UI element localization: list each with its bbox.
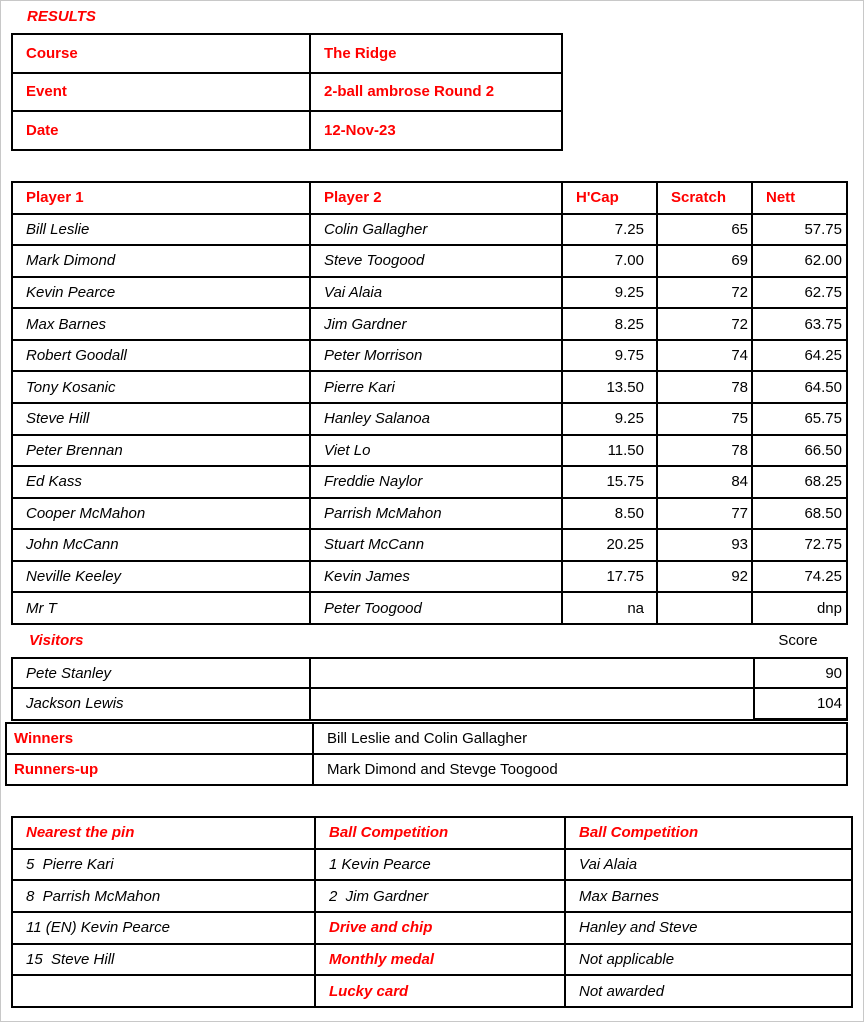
info-label: Course: [12, 34, 310, 73]
table-row: [12, 561, 847, 593]
info-row: [12, 111, 562, 150]
table-row: [12, 340, 847, 372]
visitor-row: [12, 658, 847, 688]
column-header-scratch: Scratch: [657, 182, 752, 214]
table-row: [12, 403, 847, 435]
nett-cell: 64.50: [752, 371, 847, 403]
scratch-cell: 77: [657, 498, 752, 530]
ball-winner-cell: Hanley and Steve: [565, 912, 852, 944]
scratch-cell: 65: [657, 214, 752, 246]
scratch-cell: 78: [657, 371, 752, 403]
player2-cell: Kevin James: [310, 561, 562, 593]
prize-row: [12, 975, 852, 1007]
scratch-cell: 69: [657, 245, 752, 277]
page-title: RESULTS: [27, 8, 96, 25]
results-header-row: [12, 182, 847, 214]
nett-cell: 72.75: [752, 529, 847, 561]
score-column-label: Score: [778, 632, 818, 649]
scratch-cell: 75: [657, 403, 752, 435]
player1-cell: Bill Leslie: [12, 214, 310, 246]
player1-cell: Kevin Pearce: [12, 277, 310, 309]
scratch-cell: 72: [657, 277, 752, 309]
award-value-cell: Mark Dimond and Stevge Toogood: [313, 754, 847, 785]
lucky-card-label: Lucky card: [315, 975, 565, 1007]
hcap-cell: 8.25: [562, 308, 657, 340]
column-header-player1: Player 1: [12, 182, 310, 214]
award-row: [6, 754, 847, 785]
table-row: [12, 245, 847, 277]
prize-row: [12, 880, 852, 912]
nett-cell: 66.50: [752, 435, 847, 467]
player1-cell: Ed Kass: [12, 466, 310, 498]
scratch-cell: 84: [657, 466, 752, 498]
prize-header-row: [12, 817, 852, 849]
awards-table: [5, 722, 848, 786]
nett-cell: 65.75: [752, 403, 847, 435]
player1-cell: Peter Brennan: [12, 435, 310, 467]
nearest-pin-cell: 8 Parrish McMahon: [12, 880, 315, 912]
player1-cell: Tony Kosanic: [12, 371, 310, 403]
player2-cell: Hanley Salanoa: [310, 403, 562, 435]
hcap-cell: 9.75: [562, 340, 657, 372]
info-label: Date: [12, 111, 310, 150]
player2-cell: Parrish McMahon: [310, 498, 562, 530]
hcap-cell: 17.75: [562, 561, 657, 593]
award-value-cell: Bill Leslie and Colin Gallagher: [313, 723, 847, 754]
nett-cell: 68.50: [752, 498, 847, 530]
nett-cell: 62.75: [752, 277, 847, 309]
award-row: [6, 723, 847, 754]
results-table: [11, 181, 848, 625]
hcap-cell: 13.50: [562, 371, 657, 403]
ball-winner-cell: Max Barnes: [565, 880, 852, 912]
visitor-name-cell: Jackson Lewis: [12, 688, 310, 719]
award-label-cell: Winners: [6, 723, 313, 754]
visitor-score-cell: 90: [754, 658, 847, 688]
scratch-cell: 93: [657, 529, 752, 561]
nearest-pin-cell: [12, 975, 315, 1007]
player2-cell: Pierre Kari: [310, 371, 562, 403]
scratch-cell: 92: [657, 561, 752, 593]
info-value: 12-Nov-23: [310, 111, 562, 150]
player2-cell: Peter Morrison: [310, 340, 562, 372]
nett-cell: 74.25: [752, 561, 847, 593]
monthly-medal-label: Monthly medal: [315, 944, 565, 976]
nett-cell: dnp: [752, 592, 847, 624]
scratch-cell: 72: [657, 308, 752, 340]
nett-cell: 68.25: [752, 466, 847, 498]
visitor-score-cell: 104: [754, 688, 847, 719]
table-row: [12, 214, 847, 246]
info-row: [12, 73, 562, 112]
player2-cell: Colin Gallagher: [310, 214, 562, 246]
scratch-cell: [657, 592, 752, 624]
award-label-cell: Runners-up: [6, 754, 313, 785]
hcap-cell: 11.50: [562, 435, 657, 467]
event-info-table: [11, 33, 563, 151]
drive-and-chip-label: Drive and chip: [315, 912, 565, 944]
column-header-ball-comp-2: Ball Competition: [565, 817, 852, 849]
hcap-cell: 8.50: [562, 498, 657, 530]
table-row: [12, 466, 847, 498]
table-row: [12, 592, 847, 624]
column-header-hcap: H'Cap: [562, 182, 657, 214]
scratch-cell: 74: [657, 340, 752, 372]
info-label: Event: [12, 73, 310, 112]
column-header-ball-comp-1: Ball Competition: [315, 817, 565, 849]
visitor-row: [12, 688, 847, 719]
hcap-cell: na: [562, 592, 657, 624]
visitor-blank-cell: [310, 658, 754, 688]
player2-cell: Peter Toogood: [310, 592, 562, 624]
prize-row: [12, 912, 852, 944]
player1-cell: Neville Keeley: [12, 561, 310, 593]
table-row: [12, 498, 847, 530]
nett-cell: 62.00: [752, 245, 847, 277]
hcap-cell: 9.25: [562, 403, 657, 435]
player1-cell: Steve Hill: [12, 403, 310, 435]
table-row: [12, 371, 847, 403]
nett-cell: 64.25: [752, 340, 847, 372]
ball-winner-cell: Not applicable: [565, 944, 852, 976]
visitors-table: [11, 657, 848, 721]
nett-cell: 57.75: [752, 214, 847, 246]
player1-cell: Cooper McMahon: [12, 498, 310, 530]
column-header-nearest-pin: Nearest the pin: [12, 817, 315, 849]
table-row: [12, 529, 847, 561]
info-value: The Ridge: [310, 34, 562, 73]
player1-cell: Mr T: [12, 592, 310, 624]
player1-cell: Max Barnes: [12, 308, 310, 340]
prize-row: [12, 944, 852, 976]
player2-cell: Steve Toogood: [310, 245, 562, 277]
player1-cell: Mark Dimond: [12, 245, 310, 277]
table-row: [12, 308, 847, 340]
ball-comp-cell: 2 Jim Gardner: [315, 880, 565, 912]
nett-cell: 63.75: [752, 308, 847, 340]
ball-winner-cell: Not awarded: [565, 975, 852, 1007]
player1-cell: Robert Goodall: [12, 340, 310, 372]
player2-cell: Stuart McCann: [310, 529, 562, 561]
prize-table: [11, 816, 853, 1008]
prize-row: [12, 849, 852, 881]
nearest-pin-cell: 5 Pierre Kari: [12, 849, 315, 881]
scratch-cell: 78: [657, 435, 752, 467]
hcap-cell: 20.25: [562, 529, 657, 561]
player1-cell: John McCann: [12, 529, 310, 561]
info-row: [12, 34, 562, 73]
player2-cell: Viet Lo: [310, 435, 562, 467]
column-header-nett: Nett: [752, 182, 847, 214]
hcap-cell: 7.00: [562, 245, 657, 277]
hcap-cell: 7.25: [562, 214, 657, 246]
ball-winner-cell: Vai Alaia: [565, 849, 852, 881]
column-header-player2: Player 2: [310, 182, 562, 214]
hcap-cell: 15.75: [562, 466, 657, 498]
info-value: 2-ball ambrose Round 2: [310, 73, 562, 112]
ball-comp-cell: 1 Kevin Pearce: [315, 849, 565, 881]
nearest-pin-cell: 15 Steve Hill: [12, 944, 315, 976]
table-row: [12, 435, 847, 467]
visitor-name-cell: Pete Stanley: [12, 658, 310, 688]
visitors-section-label: Visitors: [29, 632, 84, 649]
visitor-blank-cell: [310, 688, 754, 719]
player2-cell: Freddie Naylor: [310, 466, 562, 498]
player2-cell: Vai Alaia: [310, 277, 562, 309]
nearest-pin-cell: 11 (EN) Kevin Pearce: [12, 912, 315, 944]
table-row: [12, 277, 847, 309]
hcap-cell: 9.25: [562, 277, 657, 309]
player2-cell: Jim Gardner: [310, 308, 562, 340]
